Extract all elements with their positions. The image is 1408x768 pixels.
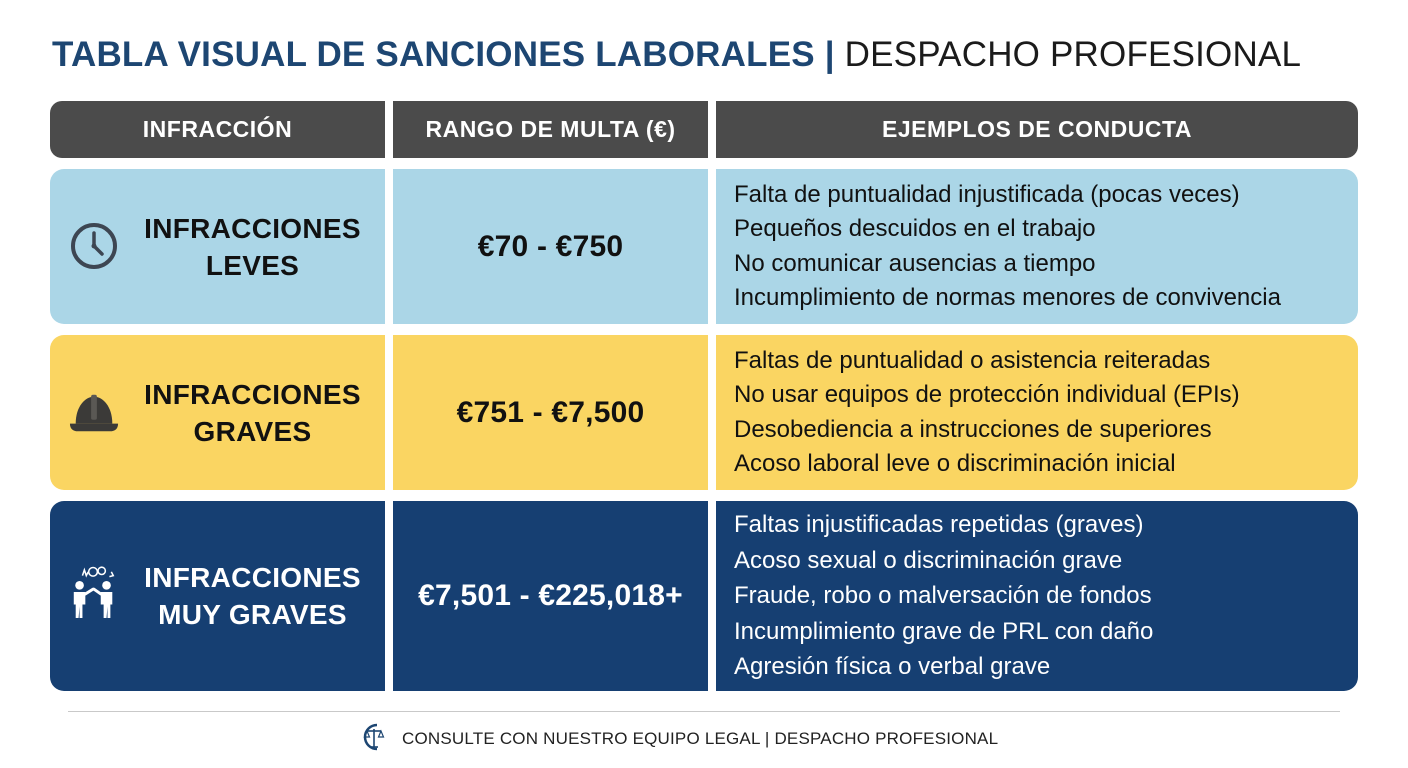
hard-hat-icon [68,387,120,439]
example-item: Agresión física o verbal grave [734,653,1051,681]
example-item: Faltas de puntualidad o asistencia reiteradas [734,346,1211,374]
row-leves-examples [716,169,1358,324]
example-item: No usar equipos de protección individual (EPIs) [734,381,1240,408]
category-label-leves [130,210,375,284]
fine-range: €70 - €750 [477,229,624,263]
category-label-line2: LEVES [205,250,300,281]
footer-text: CONSULTE CON NUESTRO EQUIPO LEGAL | DESPACHO PROFESIONAL [402,729,999,748]
example-item: Acoso laboral leve o discriminación inicial [734,450,1176,477]
example-item: Incumplimiento de normas menores de convivencia [734,284,1281,311]
category-label-line2: MUY GRAVES [158,599,347,630]
row-muy-graves-examples [716,501,1358,691]
row-muy-graves-category [50,501,385,691]
conflict-people-icon [68,567,120,619]
footer [358,722,998,756]
header-infraccion: INFRACCIÓN [50,101,385,158]
row-graves-examples [716,335,1358,490]
example-item: Falta de puntualidad injustificada (pocas veces) [734,180,1240,208]
row-leves-range [393,169,708,324]
category-label-line1: INFRACCIONES [144,213,361,244]
category-label-muy-graves [130,559,375,633]
clock-icon [68,220,120,272]
header-ejemplos: EJEMPLOS DE CONDUCTA [716,101,1358,158]
row-graves-range [393,335,708,490]
example-item: Desobediencia a instrucciones de superiores [734,415,1212,443]
fine-range: €751 - €7,500 [456,395,645,429]
row-graves-category [50,335,385,490]
example-item: Fraude, robo o malversación de fondos [734,582,1152,610]
example-item: Incumplimiento grave de PRL con daño [734,617,1154,645]
category-label-line1: INFRACCIONES [144,562,361,593]
title-main: TABLA VISUAL DE SANCIONES LABORALES [52,35,815,74]
example-item: Acoso sexual o discriminación grave [734,546,1123,574]
row-leves-category [50,169,385,324]
title-subtitle: DESPACHO PROFESIONAL [844,35,1302,74]
title-separator: | [824,35,835,74]
example-item: Pequeños descuidos en el trabajo [734,215,1096,242]
category-label-graves [130,376,375,450]
fine-range: €7,501 - €225,018+ [418,579,683,612]
row-muy-graves-range [393,501,708,691]
example-item: No comunicar ausencias a tiempo [734,249,1096,277]
category-label-line2: GRAVES [193,416,312,447]
page-title [52,34,1372,76]
scales-logo-icon [358,722,388,757]
example-item: Faltas injustificadas repetidas (graves) [734,511,1144,539]
footer-divider [68,711,1340,712]
header-rango-multa: RANGO DE MULTA (€) [393,101,708,158]
category-label-line1: INFRACCIONES [144,379,361,410]
